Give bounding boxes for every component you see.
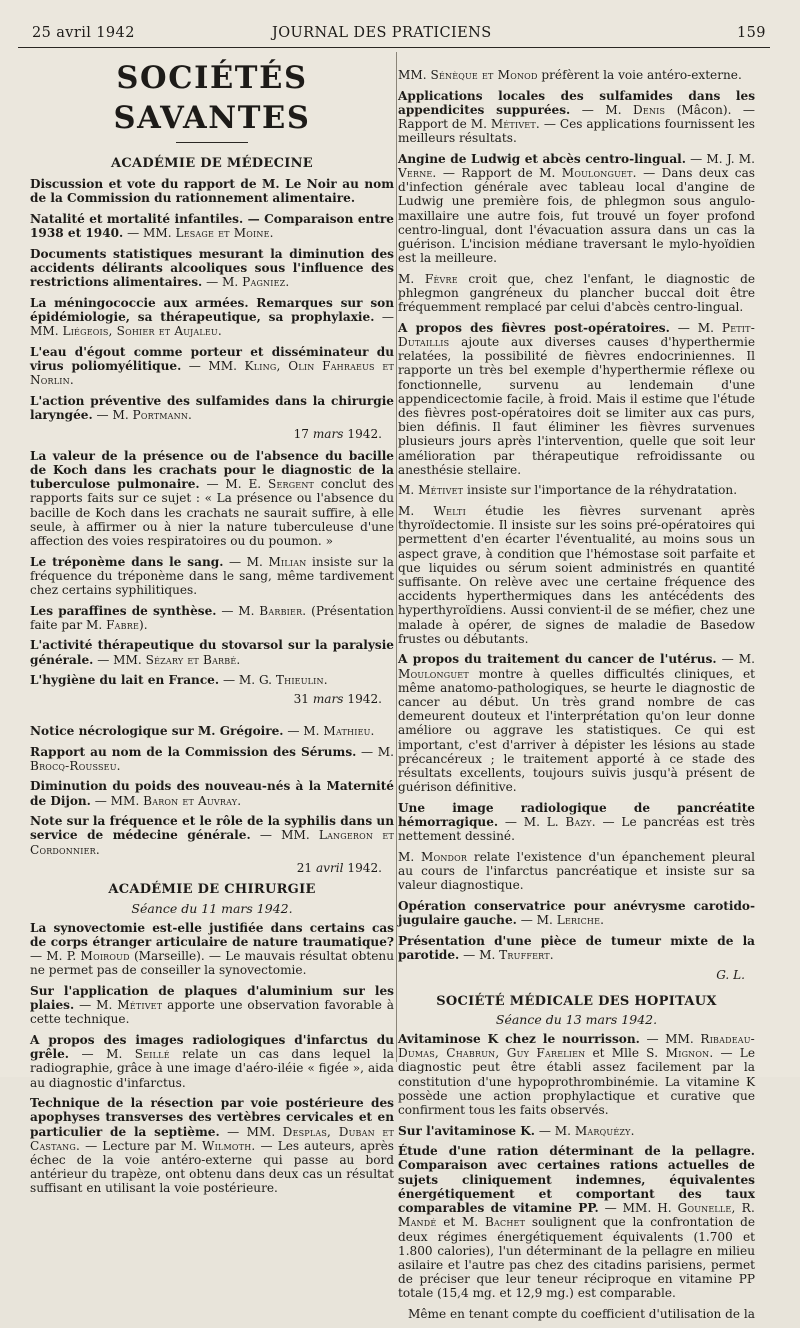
entry-text: — Le pancréas est très nettement dessiné. (398, 815, 755, 844)
entry-title: La méningococcie aux armées. Remarques sur son épidémiologie, sa thérapeutique, sa prophylaxie. (30, 295, 394, 324)
entry-text: — M. (283, 724, 324, 738)
entry (30, 814, 394, 857)
entry-title: Le tréponème dans le sang. (30, 554, 224, 569)
entry-title: L'hygiène du lait en France. (30, 673, 220, 688)
author-names: Bachet (484, 1215, 526, 1230)
entry-title: Notice nécrologique sur M. Grégoire. (30, 724, 284, 738)
author-names: Denis (633, 102, 666, 117)
entry-text: — Dans deux cas d'infection générale avec tableau local d'angine de Ludwig une première fois, de phlegmon sous angulo-maxillaire une autre fois, fut trouvé un foyer profond centro-lingual, dont l'évacuation assura dans un cas la guérison. L'incision médiane traversant le mylo-hyoïdien est la meilleure. (398, 166, 755, 266)
entry-text: et M. (436, 1215, 485, 1230)
entry-title: Les paraffines de synthèse. (30, 603, 217, 618)
author-names: Ribadeau-Dumas, Chabrun, Guy Farelien (398, 1032, 755, 1061)
entry-text: — MM. (181, 359, 245, 373)
entry-title: Applications locales des sulfamides dans les appendicites suppurées. (398, 88, 755, 117)
entry-text: (Présentation faite par M. (30, 603, 394, 632)
author-names: Métivet (117, 998, 163, 1013)
entry-text: — M. (356, 744, 394, 759)
entry (30, 394, 394, 422)
date-month: mars (312, 426, 344, 441)
session-subheading: Séance du 13 mars 1942. (495, 1011, 658, 1027)
header-date: 25 avril 1942 (32, 25, 135, 41)
author-names: Moulonguet (398, 666, 469, 681)
entry-title: Rapport au nom de la Commission des Sérums. (30, 744, 357, 759)
date-year: 1942. (347, 426, 382, 441)
entry-text: — M. (223, 554, 269, 569)
entry (398, 504, 755, 646)
entry-title: A propos des fièvres post-opératoires. (398, 320, 670, 335)
date-month: mars (312, 691, 344, 706)
entry-text: M. (398, 483, 419, 498)
entry-text: — M. J. M. (685, 151, 755, 166)
entry-title: Natalité et mortalité infantiles. — Comparaison entre 1938 et 1940. (30, 212, 394, 241)
entry-text: — MM. (90, 793, 144, 808)
entry-text: — Ces applications fournissent les meilleurs résultats. (398, 117, 755, 146)
entry-text: — M. E. (199, 477, 268, 492)
entry-text: — M. (669, 320, 722, 335)
author-names: Liégeois, Sohier et Aujaleu. (62, 324, 222, 339)
entry-title: A propos du traitement du cancer de l'utérus. (398, 652, 717, 667)
title-rule (176, 142, 248, 143)
author-names: Thieulin. (275, 673, 328, 688)
entry (30, 673, 394, 687)
date-year: 1942. (347, 691, 382, 706)
entry-title: Technique de la résection par voie postérieure des apophyses transverses des vertèbres cervicales et en particulier de la septième. (30, 1096, 394, 1139)
entry-title: L'activité thérapeutique du stovarsol sur la paralysie générale. (30, 638, 394, 667)
entry (30, 247, 394, 290)
section-heading: ACADÉMIE DE MÉDECINE (110, 156, 313, 171)
author-names: Truffert. (499, 947, 554, 962)
author-names: Kling, Olin Fahraeus et Norlin. (30, 359, 394, 388)
entry-title: Présentation d'une pièce de tumeur mixte de la parotide. (398, 933, 755, 962)
entry-text: — M. (74, 998, 118, 1013)
author-names: Welti (433, 504, 466, 519)
entry-text: — M. (202, 275, 243, 290)
right-column (398, 68, 755, 1328)
entry-text: insiste sur l'importance de la réhydratation. (463, 483, 738, 498)
entry-text: — MM. H. (598, 1201, 678, 1216)
entry-title: Discussion et vote du rapport de M. Le Noir au nom de la Commission du rationnement alimentaire. (30, 177, 394, 206)
entry-text: ). (139, 617, 148, 632)
entry-text: — M. (716, 652, 755, 667)
entry (30, 724, 394, 738)
author-names: Langeron et Cordonnier. (30, 828, 394, 857)
entry (398, 934, 755, 962)
author-names: Seillé (134, 1047, 170, 1062)
entry (398, 801, 755, 844)
entry (398, 1144, 755, 1300)
entry-text: insiste sur la fréquence du tréponème dans le sang, même tardivement chez certains syphilitiques. (30, 554, 395, 598)
author-names: Barbier. (259, 603, 307, 618)
entry-text: M. (398, 504, 434, 519)
entry (30, 296, 394, 339)
author-names: Métivet (418, 483, 464, 498)
entry-title: Angine de Ludwig et abcès centro-lingual. (398, 151, 686, 166)
entry-title: Note sur la fréquence et le rôle de la syphilis dans un service de médecine générale. (30, 814, 394, 843)
author-names: Moulonguet. (561, 166, 637, 180)
entry-text: croit que, chez l'enfant, le diagnostic de phlegmon gangréneux du plancher buccal doit être fréquemment remplacé par celui d'abcès centro-lingual. (398, 271, 755, 315)
entry-title: Documents statistiques mesurant la diminution des accidents délirants alcooliques sous l'influence des restrictions alimentaires. (30, 246, 394, 290)
entry (398, 68, 755, 82)
entry (398, 272, 755, 315)
entry-text: étudie les fièvres survenant après thyroïdectomie. Il insiste sur les soins pré-opératoires qui permettent d'en écarter l'éventualité, au moins sous un aspect grave, à condition que l'hémostase soit parfaite et que liquides ou sérum soient administrés en quantité suffisante. On relève avec une certaine fréquence des accidents hyperthermiques dans les antécédents des hyperthyroïdiens. Aussi convient-il de se méfier, chez une malade à opérer, de signes de maladie de Basedow frustes ou débutants. (398, 504, 755, 646)
session-date (30, 861, 382, 875)
entry (398, 483, 755, 497)
entry (30, 638, 394, 666)
entry-text: (Mâcon). — Rapport de M. (398, 102, 755, 131)
author-names: Mondor (421, 849, 468, 864)
entry: Même en tenant compte du coefficient d'utilisation de la (408, 1306, 755, 1321)
entry (30, 984, 394, 1027)
session-date (30, 427, 382, 441)
entry-text: — M. G. (219, 673, 276, 688)
session-date (30, 692, 382, 706)
author-names: S. Mignon. (646, 1046, 714, 1061)
author-names: Verne. (398, 166, 437, 180)
entry-text: — M. (516, 913, 557, 928)
left-column (30, 58, 394, 1202)
author-names: Lesage et Moine. (175, 226, 274, 241)
entry (30, 345, 394, 388)
entry-text: (Marseille). — Le mauvais résultat obtenu ne permet pas de conseiller la synovectomie. (30, 949, 394, 978)
date-month: avril (315, 861, 344, 876)
date-day: 17 (293, 426, 309, 441)
page-title: SOCIÉTÉS SAVANTES (113, 60, 311, 136)
entry-text: — M. (69, 1047, 135, 1062)
entry-title: A propos des images radiologiques d'infarctus du grêle. (30, 1033, 394, 1062)
author-names: Sézary et Barbé. (145, 652, 241, 667)
author-names: Pagniez. (242, 275, 290, 290)
session-subheading: Séance du 11 mars 1942. (131, 900, 293, 916)
entry-text: — M. (534, 1123, 575, 1138)
entry (398, 899, 755, 927)
author-names: Desplas, Duban et Castang. (30, 1124, 394, 1153)
entry (30, 1096, 394, 1195)
entry-title: L'action préventive des sulfamides dans la chirurgie laryngée. (30, 393, 394, 422)
entry-title: La valeur de la présence ou de l'absence du bacille de Koch dans les crachats pour le diagnostic de la tuberculose pulmonaire. (30, 448, 394, 492)
entry-text: conclut des rapports faits sur ce sujet : « La présence ou l'absence du bacille de Koch dans les crachats ne saurait suffire, à elle seule, à affirmer ou à nier la nature tuberculeuse d'une affection des voies respiratoires ou du poumon. » (30, 477, 394, 549)
entry-text: — M. L. (498, 815, 566, 830)
entry (30, 1033, 394, 1090)
author-names: Gounelle, R. Mandé (398, 1201, 755, 1230)
entry (398, 321, 755, 477)
entry-text: — M. (92, 408, 133, 422)
entry-text: montre à quelles difficultés cliniques, et même anatomo-pathologiques, se heurte le diagnostic de cancer au début. Un très grand nombre de cas demeurent douteux et l'interprétation qu'on leur donne améliore ou aggrave les statistiques. Ce qui est important, c'est d'arriver à dépister les lésions au stade précancéreux ; le traitement apporté à ce stade des résultats excellents, toujours suivis jusqu'à présent de guérison définitive. (398, 666, 755, 795)
header-page-number: 159 (737, 25, 766, 41)
author-names: Portmann. (132, 408, 193, 422)
entry (30, 449, 394, 548)
entry-text: relate l'existence d'un épanchement pleural au cours de l'infarctus pancréatique et insiste sur sa valeur diagnostique. (398, 849, 756, 893)
author-names: Moiroud (80, 949, 130, 964)
author-names: Mathieu. (323, 724, 375, 738)
entry-text: — Lecture par M. (80, 1138, 203, 1153)
author-names: Wilmoth. (202, 1138, 256, 1153)
entry-text: — M. (570, 102, 634, 117)
entry (30, 921, 394, 978)
entry-text: MM. (398, 68, 431, 82)
entry-text: — MM. (123, 226, 176, 241)
date-day: 31 (293, 691, 309, 706)
author-names: Sénèque et Monod (430, 68, 538, 82)
section-heading: SOCIÉTÉ MÉDICALE DES HOPITAUX (436, 993, 717, 1009)
entry-text: M. (398, 271, 425, 286)
entry-title: Étude d'une ration déterminant de la pellagre. Comparaison avec certaines rations actuelles de sujets cliniquement indemnes, équivalentes énergétiquement et comportant des taux comparables de vitamine PP. (398, 1144, 755, 1216)
author-names: Métivet. (490, 117, 540, 131)
author-names: Sergent (267, 477, 315, 492)
signature-initials: G. L. (716, 968, 745, 983)
entry-text: — M. (459, 947, 500, 962)
header-journal-name: JOURNAL DES PRATICIENS (272, 25, 492, 41)
entry (30, 779, 394, 807)
entry-text: — M. P. (30, 949, 81, 964)
entry-text: — MM. (30, 310, 394, 339)
author-names: Fèvre (424, 271, 458, 286)
entry-text: relate un cas dans lequel la radiographie, grâce à une image d'aéro-iléie « figée », aida au diagnostic d'infarctus. (30, 1047, 394, 1090)
entry (398, 850, 755, 893)
author-names: Milian (268, 554, 307, 569)
entry-text: et Mlle (585, 1046, 647, 1061)
entry-title: Opération conservatrice pour anévrysme carotido-jugulaire gauche. (398, 898, 755, 928)
entry (398, 89, 755, 146)
author-names: Leriche. (556, 913, 605, 928)
entry (398, 652, 755, 794)
entry-text: M. (398, 849, 422, 864)
header-rule (18, 47, 770, 48)
entry-text: — MM. (639, 1032, 701, 1047)
entry-text: — MM. (250, 828, 319, 843)
entry-title: Une image radiologique de pancréatite hémorragique. (398, 800, 755, 830)
entry (398, 1032, 755, 1117)
date-year: 1942. (347, 861, 382, 876)
entry-text: — MM. (219, 1124, 283, 1139)
entry-text: ajoute aux diverses causes d'hyperthermie relatées, la possibilité de fièvres endocriniennes. Il rapporte un très bel exemple d'hyperthermie réflexe ou fonctionnelle, survenu au lendemain d'une appendicectomie facile, à froid. Mais il estime que l'étude des fièvres post-opératoires doit se limiter aux cas purs, bien définis. Il faut éliminer les fièvres survenues plusieurs jours après l'intervention, quelle que soit leur amélioration par thérapeutique refroidissante ou anesthésie stellaire. (398, 335, 755, 477)
entry-text: — Les auteurs, après échec de la voie antéro-externe qui passe au bord antérieur du trapèze, ont obtenu dans deux cas un résultat suffisant en utilisant la voie postérieure. (30, 1138, 394, 1196)
date-day: 21 (296, 861, 313, 876)
entry-text: — Rapport de M. (436, 166, 562, 180)
author-names: Baron et Auvray. (143, 793, 242, 808)
entry (30, 555, 394, 598)
entry-text: soulignent que la confrontation de deux régimes énergétiquement équivalents (1.700 et 1.800 calories), l'un déterminant de la pellagre en milieu asilaire et l'autre pas chez des citadins parisiens, permet de préciser que leur teneur réciproque en vitamine PP totale (15,4 mg. et 12,9 mg.) est comparable. (398, 1215, 755, 1301)
entry-title: Avitaminose K chez le nourrisson. (398, 1032, 640, 1047)
entry (30, 177, 394, 205)
entry-text: — MM. (93, 652, 146, 667)
entry (398, 152, 755, 266)
entry-text: apporte une observation favorable à cette technique. (30, 998, 394, 1027)
author-names: Marquézy. (574, 1123, 635, 1138)
entry-title: Diminution du poids des nouveau-nés à la Maternité de Dijon. (30, 779, 394, 808)
entry (30, 745, 394, 773)
entry-text: — Le diagnostic peut être établi assez facilement par la constitution d'une hypoprothrombinémie. La vitamine K possède une action prophylactique et curative que confirment tous les faits observés. (398, 1046, 755, 1118)
entry-title: Sur l'avitaminose K. (398, 1123, 535, 1138)
entry-text: — M. (216, 603, 260, 618)
column-divider (396, 52, 397, 1062)
author-names: Brocq-Rousseu. (30, 758, 121, 773)
entry (398, 1124, 755, 1138)
section-heading: ACADÉMIE DE CHIRURGIE (108, 882, 316, 898)
entry (30, 604, 394, 632)
author-names: Fabre (106, 617, 139, 632)
entry (30, 212, 394, 240)
author-names: Bazy. (565, 815, 596, 830)
entry-title: La synovectomie est-elle justifiée dans certains cas de corps étranger articulaire de nature traumatique? (30, 920, 394, 949)
entry-text: préfèrent la voie antéro-externe. (537, 68, 742, 82)
author-names: Petit-Dutaillis (398, 320, 755, 350)
entry-title: Sur l'application de plaques d'aluminium sur les plaies. (30, 984, 394, 1013)
entry-title: L'eau d'égout comme porteur et disséminateur du virus poliomyélitique. (30, 344, 394, 373)
